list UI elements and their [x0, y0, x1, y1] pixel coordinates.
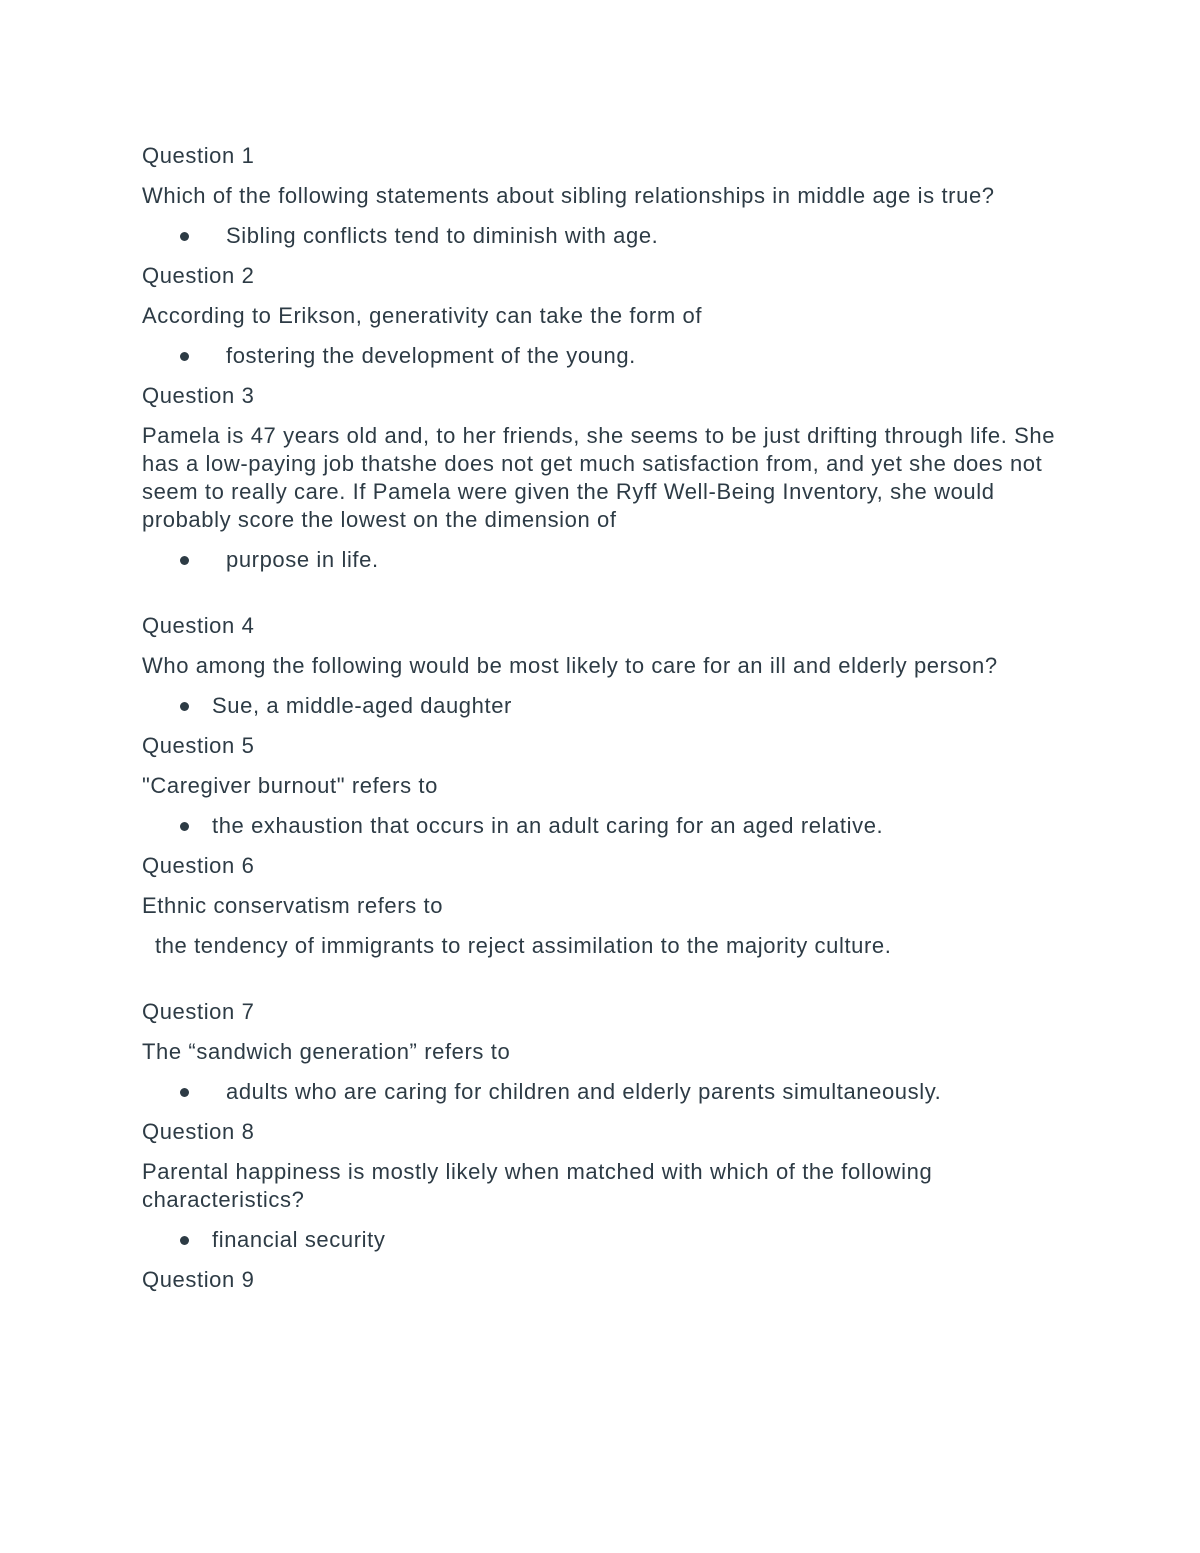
answer-text: Sibling conflicts tend to diminish with age.: [226, 223, 659, 248]
answer-text: the tendency of immigrants to reject assimilation to the majority culture.: [155, 933, 892, 958]
answer-text: the exhaustion that occurs in an adult caring for an aged relative.: [212, 813, 884, 838]
bullet-icon: [180, 352, 189, 361]
question-title: Question 3: [142, 383, 255, 408]
question-text: Which of the following statements about sibling relationships in middle age is true?: [142, 183, 995, 208]
question-7: [142, 998, 1062, 1106]
answer-text: financial security: [212, 1227, 386, 1252]
question-3: [142, 382, 1062, 574]
question-title: Question 8: [142, 1119, 255, 1144]
answer-item: [142, 342, 1062, 370]
answer-text: adults who are caring for children and elderly parents simultaneously.: [226, 1079, 942, 1104]
question-1: [142, 142, 1062, 250]
answer-text: purpose in life.: [226, 547, 379, 572]
bullet-icon: [180, 232, 189, 241]
question-text: Pamela is 47 years old and, to her friends, she seems to be just drifting through life. She has a low-paying job thatshe does not get much satisfaction from, and yet she does not seem to really care. If Pamela were given the Ryff Well-Being Inventory, she would probably score the lowest on the dimension of: [142, 423, 1056, 532]
question-title: Question 5: [142, 733, 255, 758]
question-text: "Caregiver burnout" refers to: [142, 773, 438, 798]
question-9: [142, 1266, 1062, 1294]
bullet-icon: [180, 556, 189, 565]
question-text: The “sandwich generation” refers to: [142, 1039, 511, 1064]
question-5: [142, 732, 1062, 840]
question-title: Question 7: [142, 999, 255, 1024]
answer-text: Sue, a middle-aged daughter: [212, 693, 512, 718]
question-title: Question 1: [142, 143, 255, 168]
answer-item: [142, 1078, 1062, 1106]
question-title: Question 4: [142, 613, 255, 638]
answer-item: [142, 812, 1062, 840]
answer-item: [142, 1226, 1062, 1254]
question-6: [142, 852, 1062, 960]
bullet-icon: [180, 822, 189, 831]
question-2: [142, 262, 1062, 370]
question-title: Question 6: [142, 853, 255, 878]
bullet-icon: [180, 702, 189, 711]
question-text: According to Erikson, generativity can take the form of: [142, 303, 703, 328]
document-page: [142, 142, 1062, 1294]
question-title: Question 9: [142, 1267, 255, 1292]
question-8: [142, 1118, 1062, 1254]
bullet-icon: [180, 1236, 189, 1245]
answer-item: [142, 546, 1062, 574]
answer-item: [142, 222, 1062, 250]
question-text: Parental happiness is mostly likely when matched with which of the following characteristics?: [142, 1159, 933, 1212]
answer-text: fostering the development of the young.: [226, 343, 636, 368]
bullet-icon: [180, 1088, 189, 1097]
question-4: [142, 612, 1062, 720]
answer-item: [142, 692, 1062, 720]
question-text: Who among the following would be most likely to care for an ill and elderly person?: [142, 653, 998, 678]
question-text: Ethnic conservatism refers to: [142, 893, 444, 918]
question-title: Question 2: [142, 263, 255, 288]
